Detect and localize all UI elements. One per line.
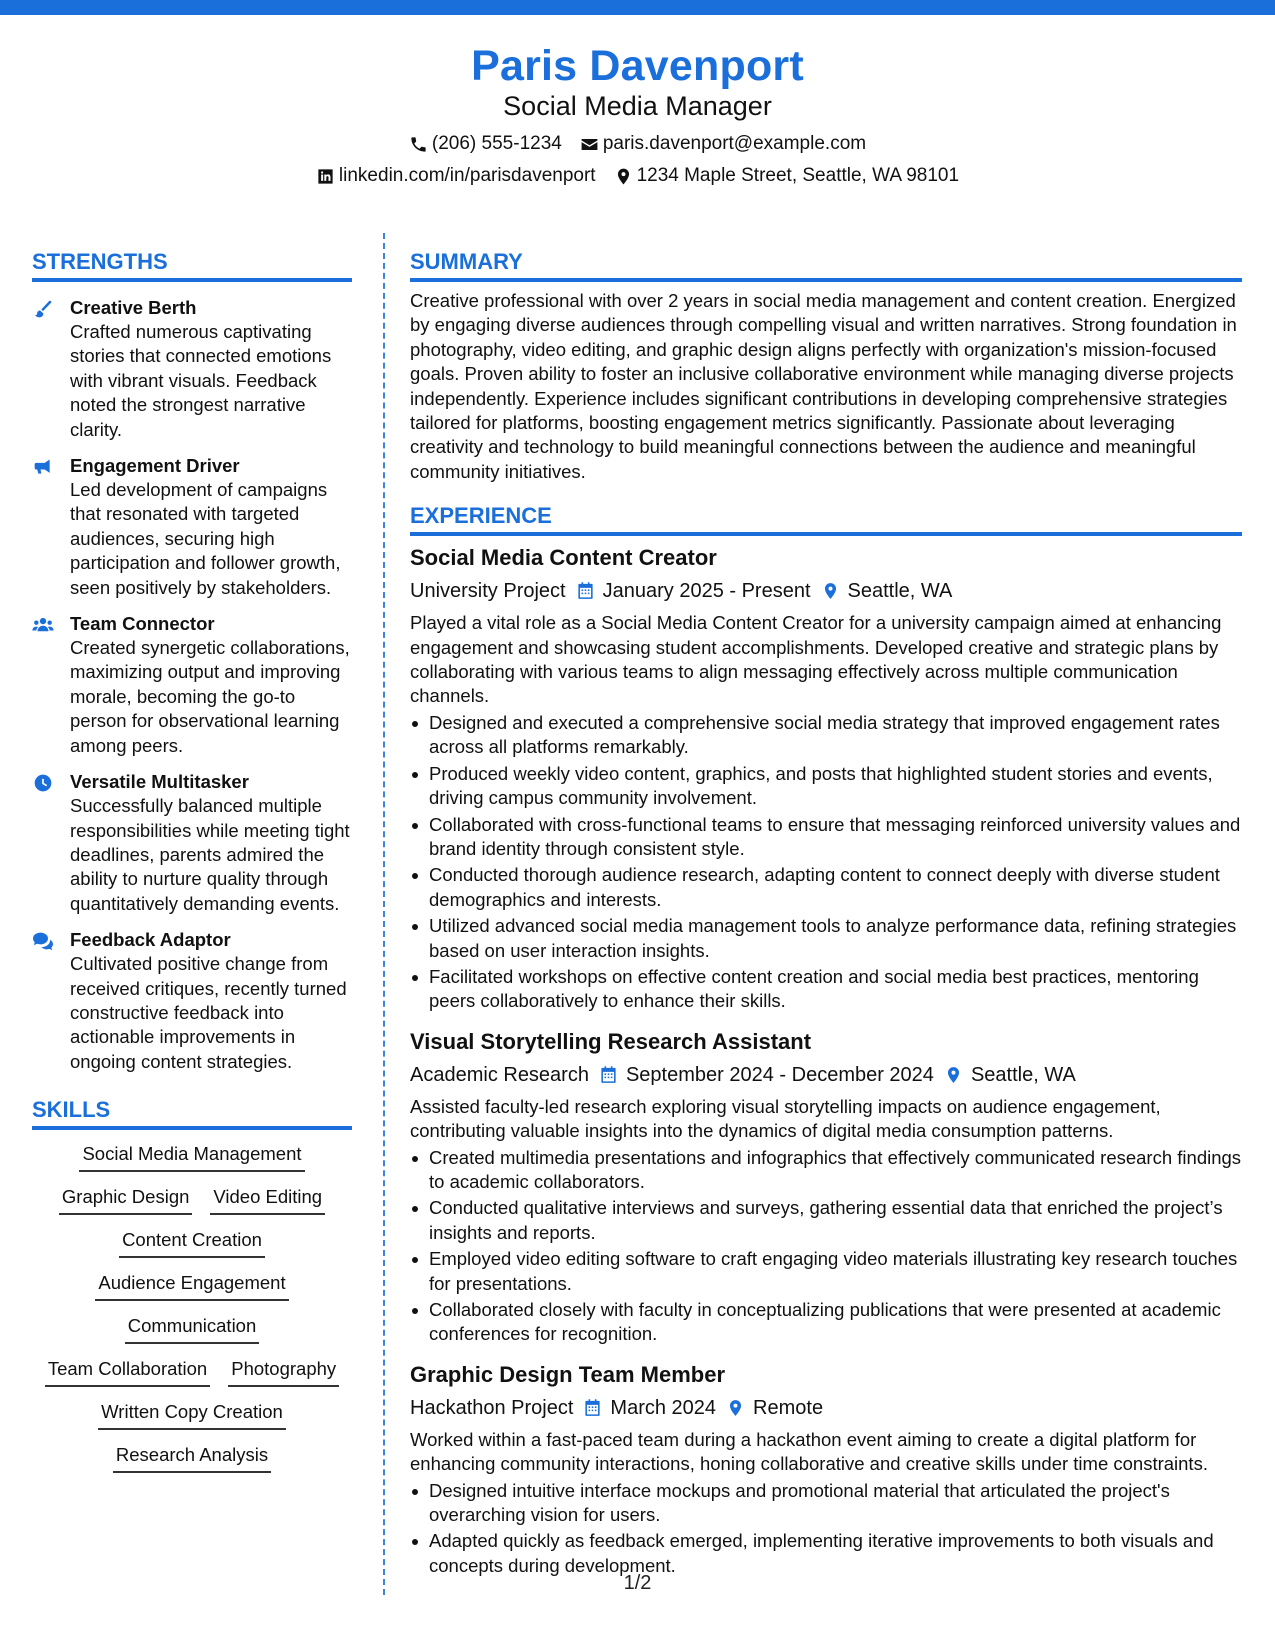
job-title: Visual Storytelling Research Assistant [410, 1028, 812, 1054]
job-meta [410, 1062, 1242, 1088]
skill-tag: Video Editing [210, 1185, 325, 1215]
job-title: Social Media Content Creator [410, 545, 717, 571]
map-pin-icon [726, 1398, 745, 1418]
job-dates-group [576, 578, 811, 604]
paintbrush-icon [32, 299, 54, 319]
strength-item [32, 296, 352, 442]
bullet-item: Collaborated with cross-functional teams to ensure that messaging reinforced university values and brand identity through consistent style. [410, 813, 1242, 862]
experience-entry [410, 1028, 1242, 1347]
strength-desc: Led development of campaigns that resonated with targeted audiences, securing high participation and follower growth, seen positively by stakeholders. [70, 479, 341, 598]
calendar-icon [599, 1065, 618, 1085]
skill-tag: Written Copy Creation [98, 1400, 286, 1430]
candidate-name: Paris Davenport [471, 42, 804, 90]
skill-tag: Social Media Management [79, 1142, 304, 1172]
strength-title: Creative Berth [70, 297, 197, 318]
map-pin-icon [614, 167, 633, 186]
strength-title: Feedback Adaptor [70, 929, 231, 951]
skill-row [32, 1142, 352, 1185]
strength-item [32, 454, 352, 600]
job-location-group [726, 1395, 823, 1421]
strength-title: Team Connector [70, 613, 215, 635]
strength-title: Engagement Driver [70, 455, 240, 477]
skill-tag: Team Collaboration [45, 1357, 210, 1387]
email-text: paris.davenport@example.com [602, 133, 867, 154]
bullet-item: Conducted qualitative interviews and surveys, gathering essential data that enriched the project’s insights and reports. [410, 1196, 1242, 1245]
bullet-item: Utilized advanced social media management tools to analyze performance data, refining strategies based on user interaction insights. [410, 914, 1242, 963]
job-location-group [944, 1062, 1076, 1088]
address-text: 1234 Maple Street, Seattle, WA 98101 [636, 165, 960, 186]
job-org: Academic Research [410, 1063, 589, 1086]
skill-tag: Audience Engagement [95, 1271, 288, 1301]
bullet-item: Produced weekly video content, graphics, and posts that highlighted student stories and events, driving campus community involvement. [410, 762, 1242, 811]
phone-icon [409, 135, 428, 154]
job-org: Hackathon Project [410, 1396, 574, 1419]
strength-desc: Successfully balanced multiple responsibilities while meeting tight deadlines, parents admired the ability to nurture quality through quantitatively demanding events. [70, 795, 350, 914]
skill-row [32, 1228, 352, 1271]
job-org: University Project [410, 580, 566, 603]
phone-contact[interactable] [409, 132, 562, 156]
job-dates: September 2024 - December 2024 [625, 1063, 934, 1086]
top-accent-bar [0, 0, 1275, 15]
strength-desc: Crafted numerous captivating stories that connected emotions with vibrant visuals. Feedback noted the strongest narrative clarity. [70, 321, 332, 440]
right-column [410, 248, 1242, 1578]
strength-desc: Created synergetic collaborations, maximizing output and improving morale, becoming the go-to person for observational learning among peers. [70, 637, 350, 756]
skill-row [32, 1271, 352, 1314]
strength-item [32, 612, 352, 758]
job-location: Seattle, WA [847, 580, 953, 603]
linkedin-contact[interactable] [316, 164, 596, 188]
page-number: 1/2 [623, 1572, 652, 1594]
bullet-item: Employed video editing software to craft engaging video materials illustrating key research touches for presentations. [410, 1247, 1242, 1296]
job-description: Played a vital role as a Social Media Content Creator for a university campaign aimed at enhancing engagement and showcasing student accomplishments. Developed creative and strategic plans by collaborating with various teams to align messaging effectively across multiple communication channels. [410, 612, 1222, 707]
bullet-item: Conducted thorough audience research, adapting content to connect deeply with diverse student demographics and interests. [410, 863, 1242, 912]
summary-text: Creative professional with over 2 years in social media management and content creation. Energized by engaging diverse audiences through compelling visual and written narratives. Strong foundation in photography, video editing, and graphic design aligns perfectly with organization's mission-focused goals. Proven ability to foster an inclusive collaborative environment while managing diverse projects independently. Experience includes significant contributions in developing comprehensive strategies tailored for platforms, boosting engagement metrics significantly. Passionate about leveraging creativity and technology to build meaningful connections between the audience and meaningful community initiatives. [410, 290, 1237, 482]
calendar-icon [576, 581, 595, 601]
candidate-role: Social Media Manager [503, 91, 772, 121]
skills-heading: SKILLS [32, 1096, 352, 1130]
job-title: Graphic Design Team Member [410, 1361, 726, 1387]
skill-tag: Research Analysis [113, 1443, 271, 1473]
address-contact [614, 164, 960, 188]
clock-icon [32, 773, 54, 793]
skill-tag: Communication [125, 1314, 260, 1344]
experience-heading: EXPERIENCE [410, 502, 1242, 536]
linkedin-text: linkedin.com/in/parisdavenport [338, 165, 596, 186]
megaphone-icon [32, 457, 54, 477]
strength-item [32, 770, 352, 916]
strengths-heading: STRENGTHS [32, 248, 352, 282]
skill-tag: Content Creation [119, 1228, 265, 1258]
skill-tag: Photography [228, 1357, 339, 1387]
strength-desc: Cultivated positive change from received critiques, recently turned constructive feedback into actionable improvements in ongoing content strategies. [70, 953, 347, 1072]
contact-line-2 [0, 164, 1275, 188]
map-pin-icon [944, 1065, 963, 1085]
skill-row [32, 1314, 352, 1357]
experience-entry [410, 1361, 1242, 1578]
users-icon [32, 615, 54, 635]
job-meta [410, 578, 1242, 604]
experience-entry [410, 544, 1242, 1014]
skill-tag: Graphic Design [59, 1185, 193, 1215]
summary-heading: SUMMARY [410, 248, 1242, 282]
column-divider [383, 233, 385, 1595]
contact-line-1 [0, 132, 1275, 156]
linkedin-icon [316, 167, 335, 186]
skill-row [32, 1185, 352, 1228]
job-dates-group [599, 1062, 934, 1088]
strength-title: Versatile Multitasker [70, 771, 249, 793]
bullet-item: Designed and executed a comprehensive social media strategy that improved engagement rates across all platforms remarkably. [410, 711, 1242, 760]
map-pin-icon [821, 581, 840, 601]
job-dates-group [583, 1395, 716, 1421]
skill-row [32, 1357, 352, 1400]
bullet-item: Facilitated workshops on effective content creation and social media best practices, mentoring peers collaboratively to enhance their skills. [410, 965, 1242, 1014]
job-dates: January 2025 - Present [602, 580, 811, 603]
strength-item [32, 928, 352, 1074]
job-bullets [410, 1479, 1242, 1579]
envelope-icon [580, 135, 599, 154]
job-dates: March 2024 [610, 1396, 717, 1419]
job-meta [410, 1395, 1242, 1421]
job-location-group [821, 578, 953, 604]
bullet-item: Adapted quickly as feedback emerged, implementing iterative improvements to both visuals and concepts during development. [410, 1529, 1242, 1578]
job-description: Assisted faculty-led research exploring visual storytelling impacts on audience engagement, contributing valuable insights into the dynamics of digital media consumption patterns. [410, 1095, 1161, 1142]
job-description: Worked within a fast-paced team during a hackathon event aiming to create a digital platform for enhancing community interactions, honing collaborative and creative skills under time constraints. [410, 1428, 1208, 1475]
skill-row [32, 1443, 352, 1486]
bullet-item: Collaborated closely with faculty in conceptualizing publications that were presented at academic conferences for recognition. [410, 1298, 1242, 1347]
email-contact[interactable] [580, 132, 866, 156]
job-location: Remote [753, 1396, 824, 1419]
bullet-item: Created multimedia presentations and infographics that effectively communicated research findings to academic collaborators. [410, 1146, 1242, 1195]
calendar-icon [583, 1398, 602, 1418]
bullet-item: Designed intuitive interface mockups and promotional material that articulated the project's overarching vision for users. [410, 1479, 1242, 1528]
job-bullets [410, 711, 1242, 1014]
skill-row [32, 1400, 352, 1443]
resume-header [0, 40, 1275, 188]
left-column [32, 248, 352, 1486]
job-bullets [410, 1146, 1242, 1347]
phone-text: (206) 555-1234 [431, 133, 562, 154]
skills-list [32, 1142, 352, 1486]
comments-icon [32, 931, 54, 951]
job-location: Seattle, WA [970, 1063, 1076, 1086]
